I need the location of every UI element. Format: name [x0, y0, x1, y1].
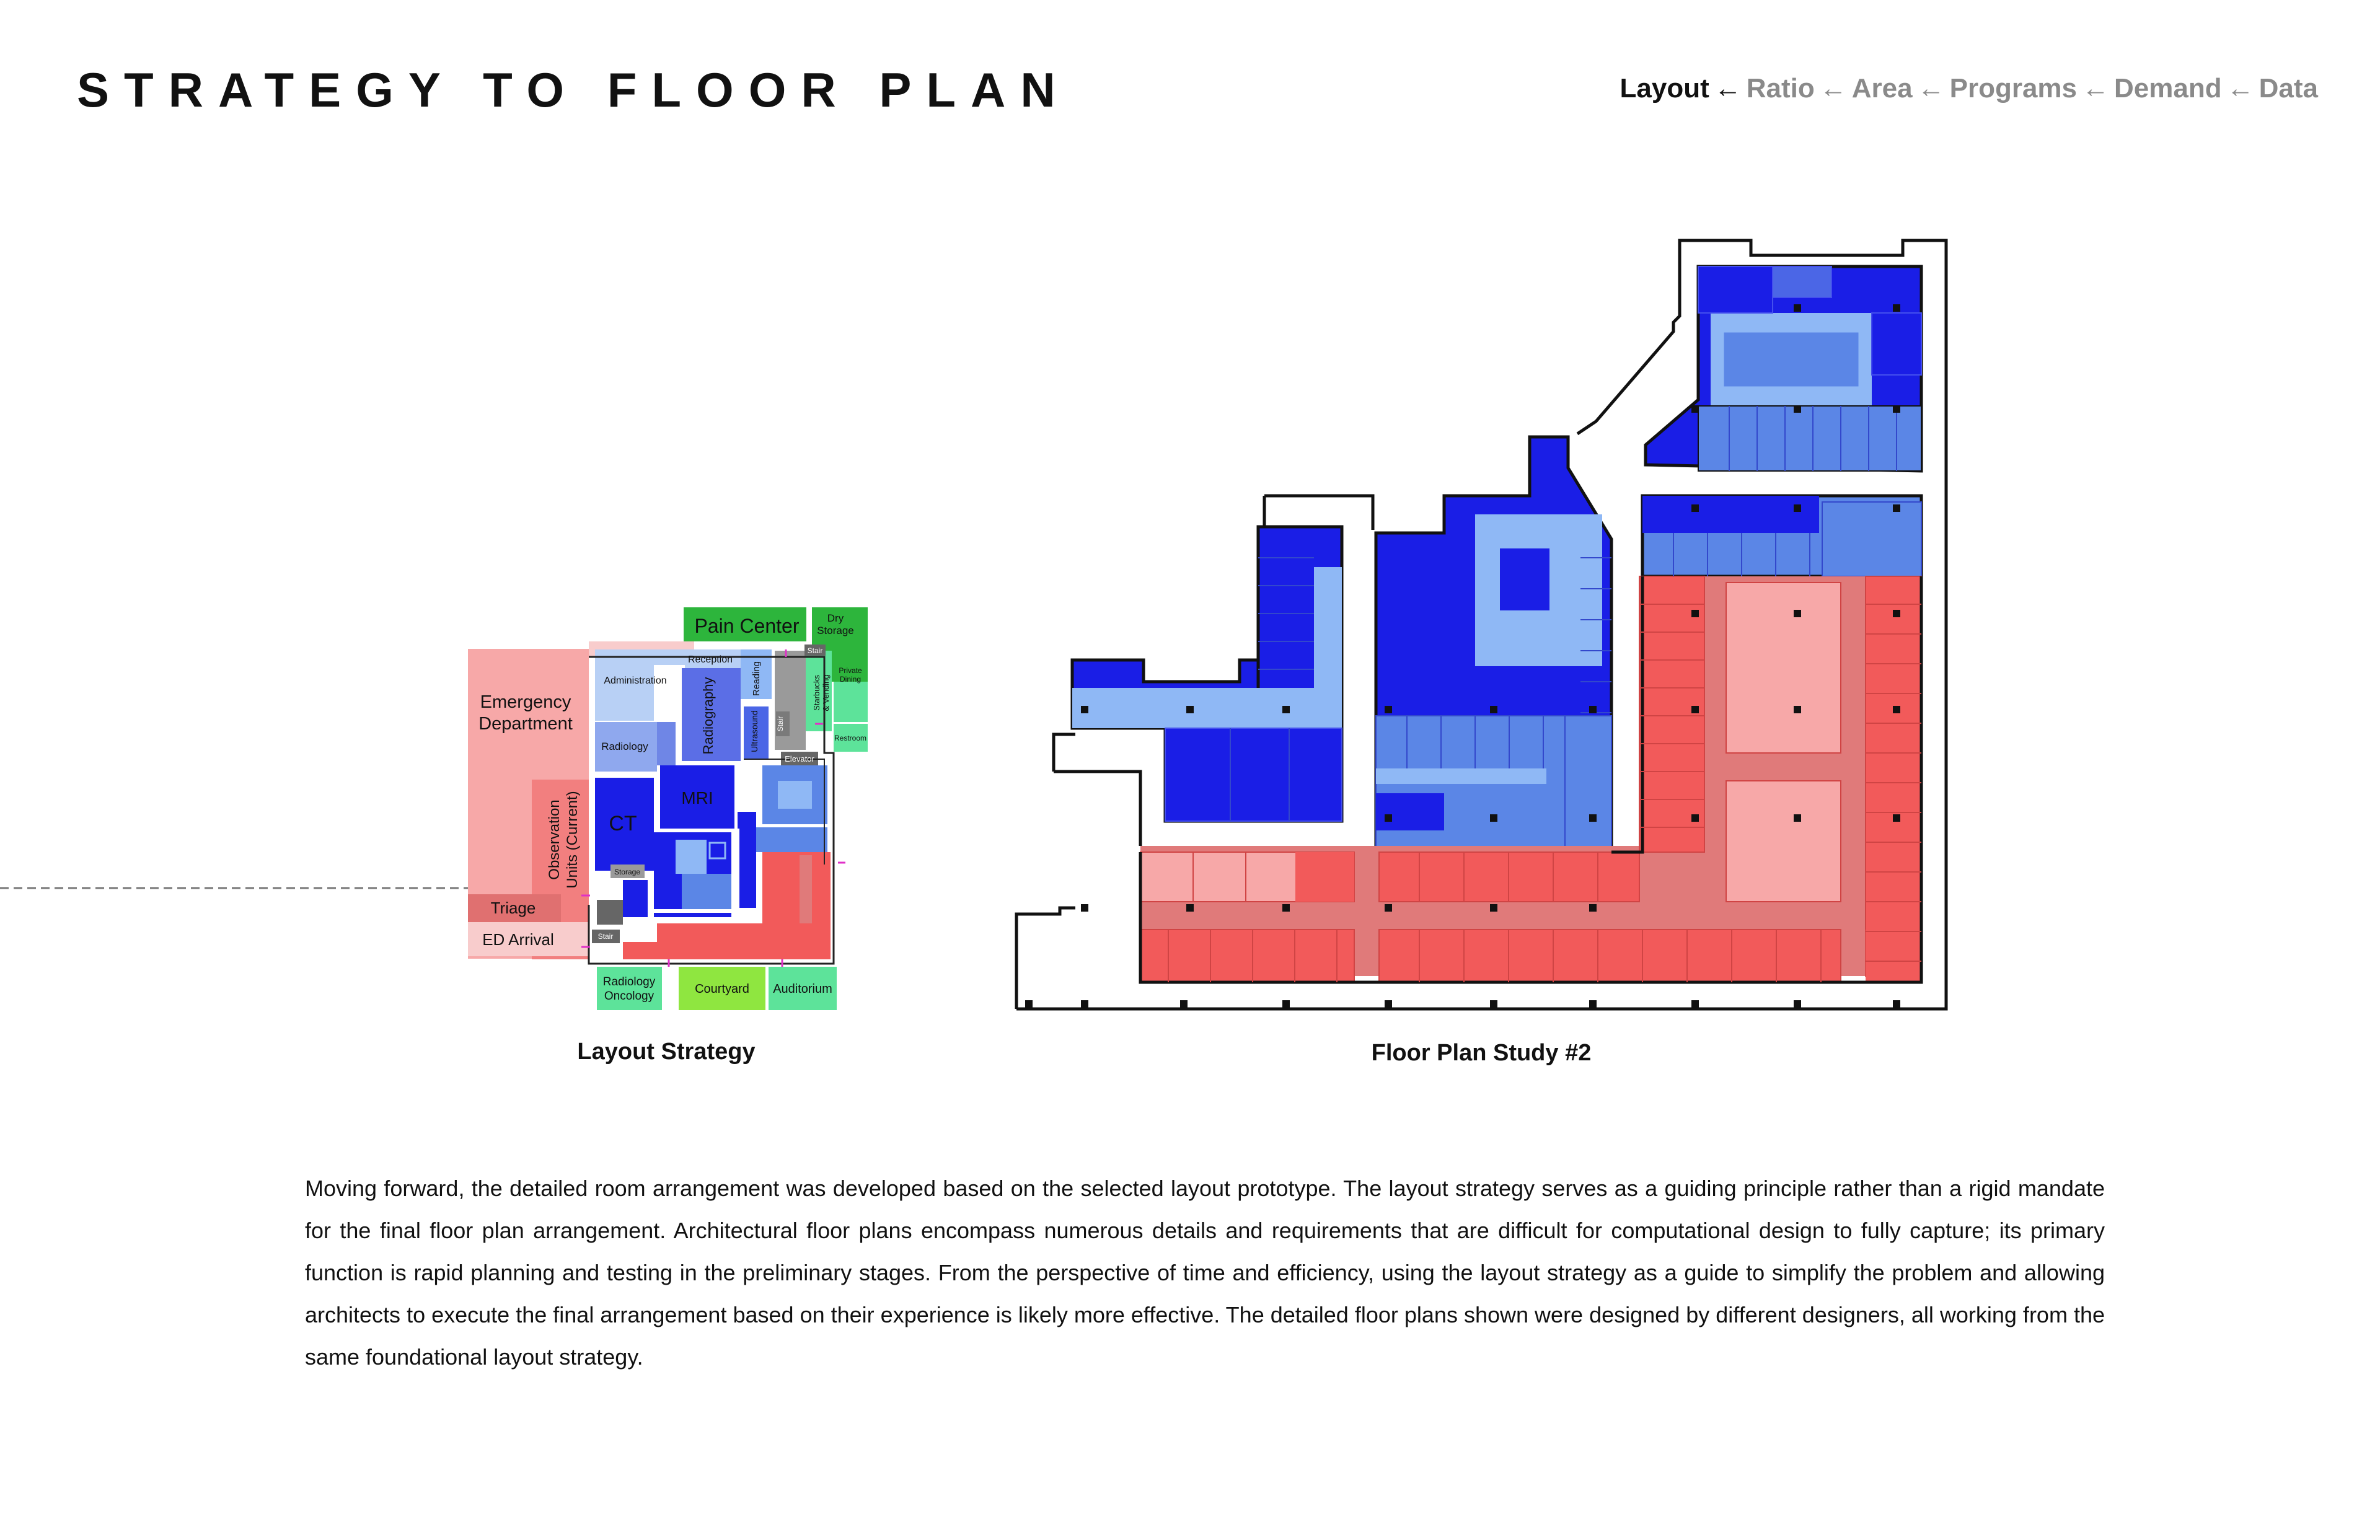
structural-column	[1385, 904, 1392, 912]
floor-plan-caption: Floor Plan Study #2	[1371, 1040, 1592, 1066]
structural-column	[1282, 1000, 1290, 1008]
structural-column	[1385, 814, 1392, 822]
page-title: STRATEGY TO FLOOR PLAN	[77, 63, 1070, 117]
reception-label: Reception	[687, 654, 733, 665]
structural-column	[1490, 904, 1497, 912]
radiology-label: Radiology	[601, 741, 648, 752]
dry-storage-label: Dry Storage	[817, 612, 854, 636]
structural-column	[1282, 904, 1290, 912]
description-paragraph: Moving forward, the detailed room arrangement was developed based on the selected layout prototype. The layout strategy serves as a guiding principle rather than a rigid mandate for the final floor plan arrangement. Architectural floor plans encompass numerous details and requirements that are difficult for computational design to fully capture; its primary function is rapid planning and testing in the preliminary stages. From the perspective of time and efficiency, using the layout strategy as a guide to simplify the problem and allowing architects to execute the final arrangement based on their experience is likely more effective. The detailed floor plans shown were designed by different designers, all working from the same foundational layout strategy.	[305, 1176, 2105, 1370]
breadcrumb-item-ratio[interactable]: Ratio	[1746, 73, 1815, 103]
layout-strategy-caption: Layout Strategy	[577, 1039, 756, 1065]
dry-storage-line: Dry	[827, 612, 844, 624]
stair-bottom-label: Stair	[597, 932, 614, 941]
administration-label: Administration	[604, 675, 667, 686]
structural-column	[1893, 504, 1900, 512]
structural-column	[1893, 706, 1900, 713]
structural-column	[1794, 610, 1801, 617]
structural-column	[1893, 1000, 1900, 1008]
structural-column	[1186, 904, 1194, 912]
structural-column	[1589, 1000, 1597, 1008]
breadcrumb-item-data[interactable]: Data	[2259, 73, 2318, 103]
reading-label: Reading	[751, 661, 762, 696]
structural-column	[1893, 610, 1900, 617]
restroom-label: Restroom	[834, 734, 867, 742]
structural-column	[1794, 504, 1801, 512]
radiography-label: Radiography	[700, 677, 716, 755]
structural-column	[1490, 706, 1497, 713]
structural-column	[1794, 304, 1801, 312]
breadcrumb-arrow: ←	[2082, 73, 2110, 103]
breadcrumb-arrow: ←	[1917, 73, 1945, 103]
breadcrumb-item-demand[interactable]: Demand	[2114, 73, 2222, 103]
breadcrumb-item-area[interactable]: Area	[1851, 73, 1913, 103]
breadcrumb-arrow: ←	[1714, 73, 1742, 103]
structural-column	[1691, 814, 1699, 822]
structural-column	[1589, 904, 1597, 912]
structural-column	[1490, 1000, 1497, 1008]
mri-label: MRI	[681, 788, 713, 807]
stair-mid-label: Stair	[776, 716, 785, 732]
storage-label: Storage	[614, 868, 641, 876]
starbucks-label: Starbucks& Vending	[812, 674, 831, 711]
structural-column	[1589, 814, 1597, 822]
structural-column	[1691, 610, 1699, 617]
ultrasound-label: Ultrasound	[749, 710, 759, 752]
auditorium-label: Auditorium	[773, 982, 832, 996]
structural-column	[1691, 504, 1699, 512]
radiology-oncology-label: Radiology Oncology	[602, 975, 656, 1003]
courtyard-label: Courtyard	[695, 982, 749, 996]
breadcrumb-arrow: ←	[2226, 73, 2254, 103]
triage-label: Triage	[490, 899, 536, 917]
private-dining-label: Private Dining	[839, 666, 862, 684]
structural-column	[1691, 1000, 1699, 1008]
observation-units-label: ObservationUnits (Current)	[546, 791, 581, 889]
structural-column	[1385, 1000, 1392, 1008]
structural-column	[1081, 904, 1088, 912]
structural-column	[1691, 405, 1699, 413]
structural-column	[1794, 814, 1801, 822]
structural-column	[1794, 405, 1801, 413]
structural-column	[1794, 1000, 1801, 1008]
structural-column	[1794, 706, 1801, 713]
structural-column	[1691, 706, 1699, 713]
structural-column	[1081, 706, 1088, 713]
structural-column	[1025, 1000, 1033, 1008]
ed-arrival-label: ED Arrival	[482, 930, 554, 949]
structural-column	[1893, 814, 1900, 822]
breadcrumb-arrow: ←	[1819, 73, 1847, 103]
pain-center-label: Pain Center	[694, 615, 800, 637]
breadcrumb-item-layout[interactable]: Layout	[1620, 73, 1709, 103]
structural-column	[1180, 1000, 1188, 1008]
structural-column	[1282, 706, 1290, 713]
structural-column	[1589, 706, 1597, 713]
structural-column	[1893, 405, 1900, 413]
structural-column	[1385, 706, 1392, 713]
structural-column	[1081, 1000, 1088, 1008]
ct-label: CT	[609, 812, 637, 835]
structural-column	[1186, 706, 1194, 713]
structural-column	[1490, 814, 1497, 822]
structural-column	[1893, 304, 1900, 312]
elevator-label: Elevator	[785, 754, 814, 763]
breadcrumb-item-programs[interactable]: Programs	[1949, 73, 2078, 103]
emergency-department-label: Emergency Department	[478, 692, 573, 734]
stair-top-label: Stair	[807, 646, 823, 655]
